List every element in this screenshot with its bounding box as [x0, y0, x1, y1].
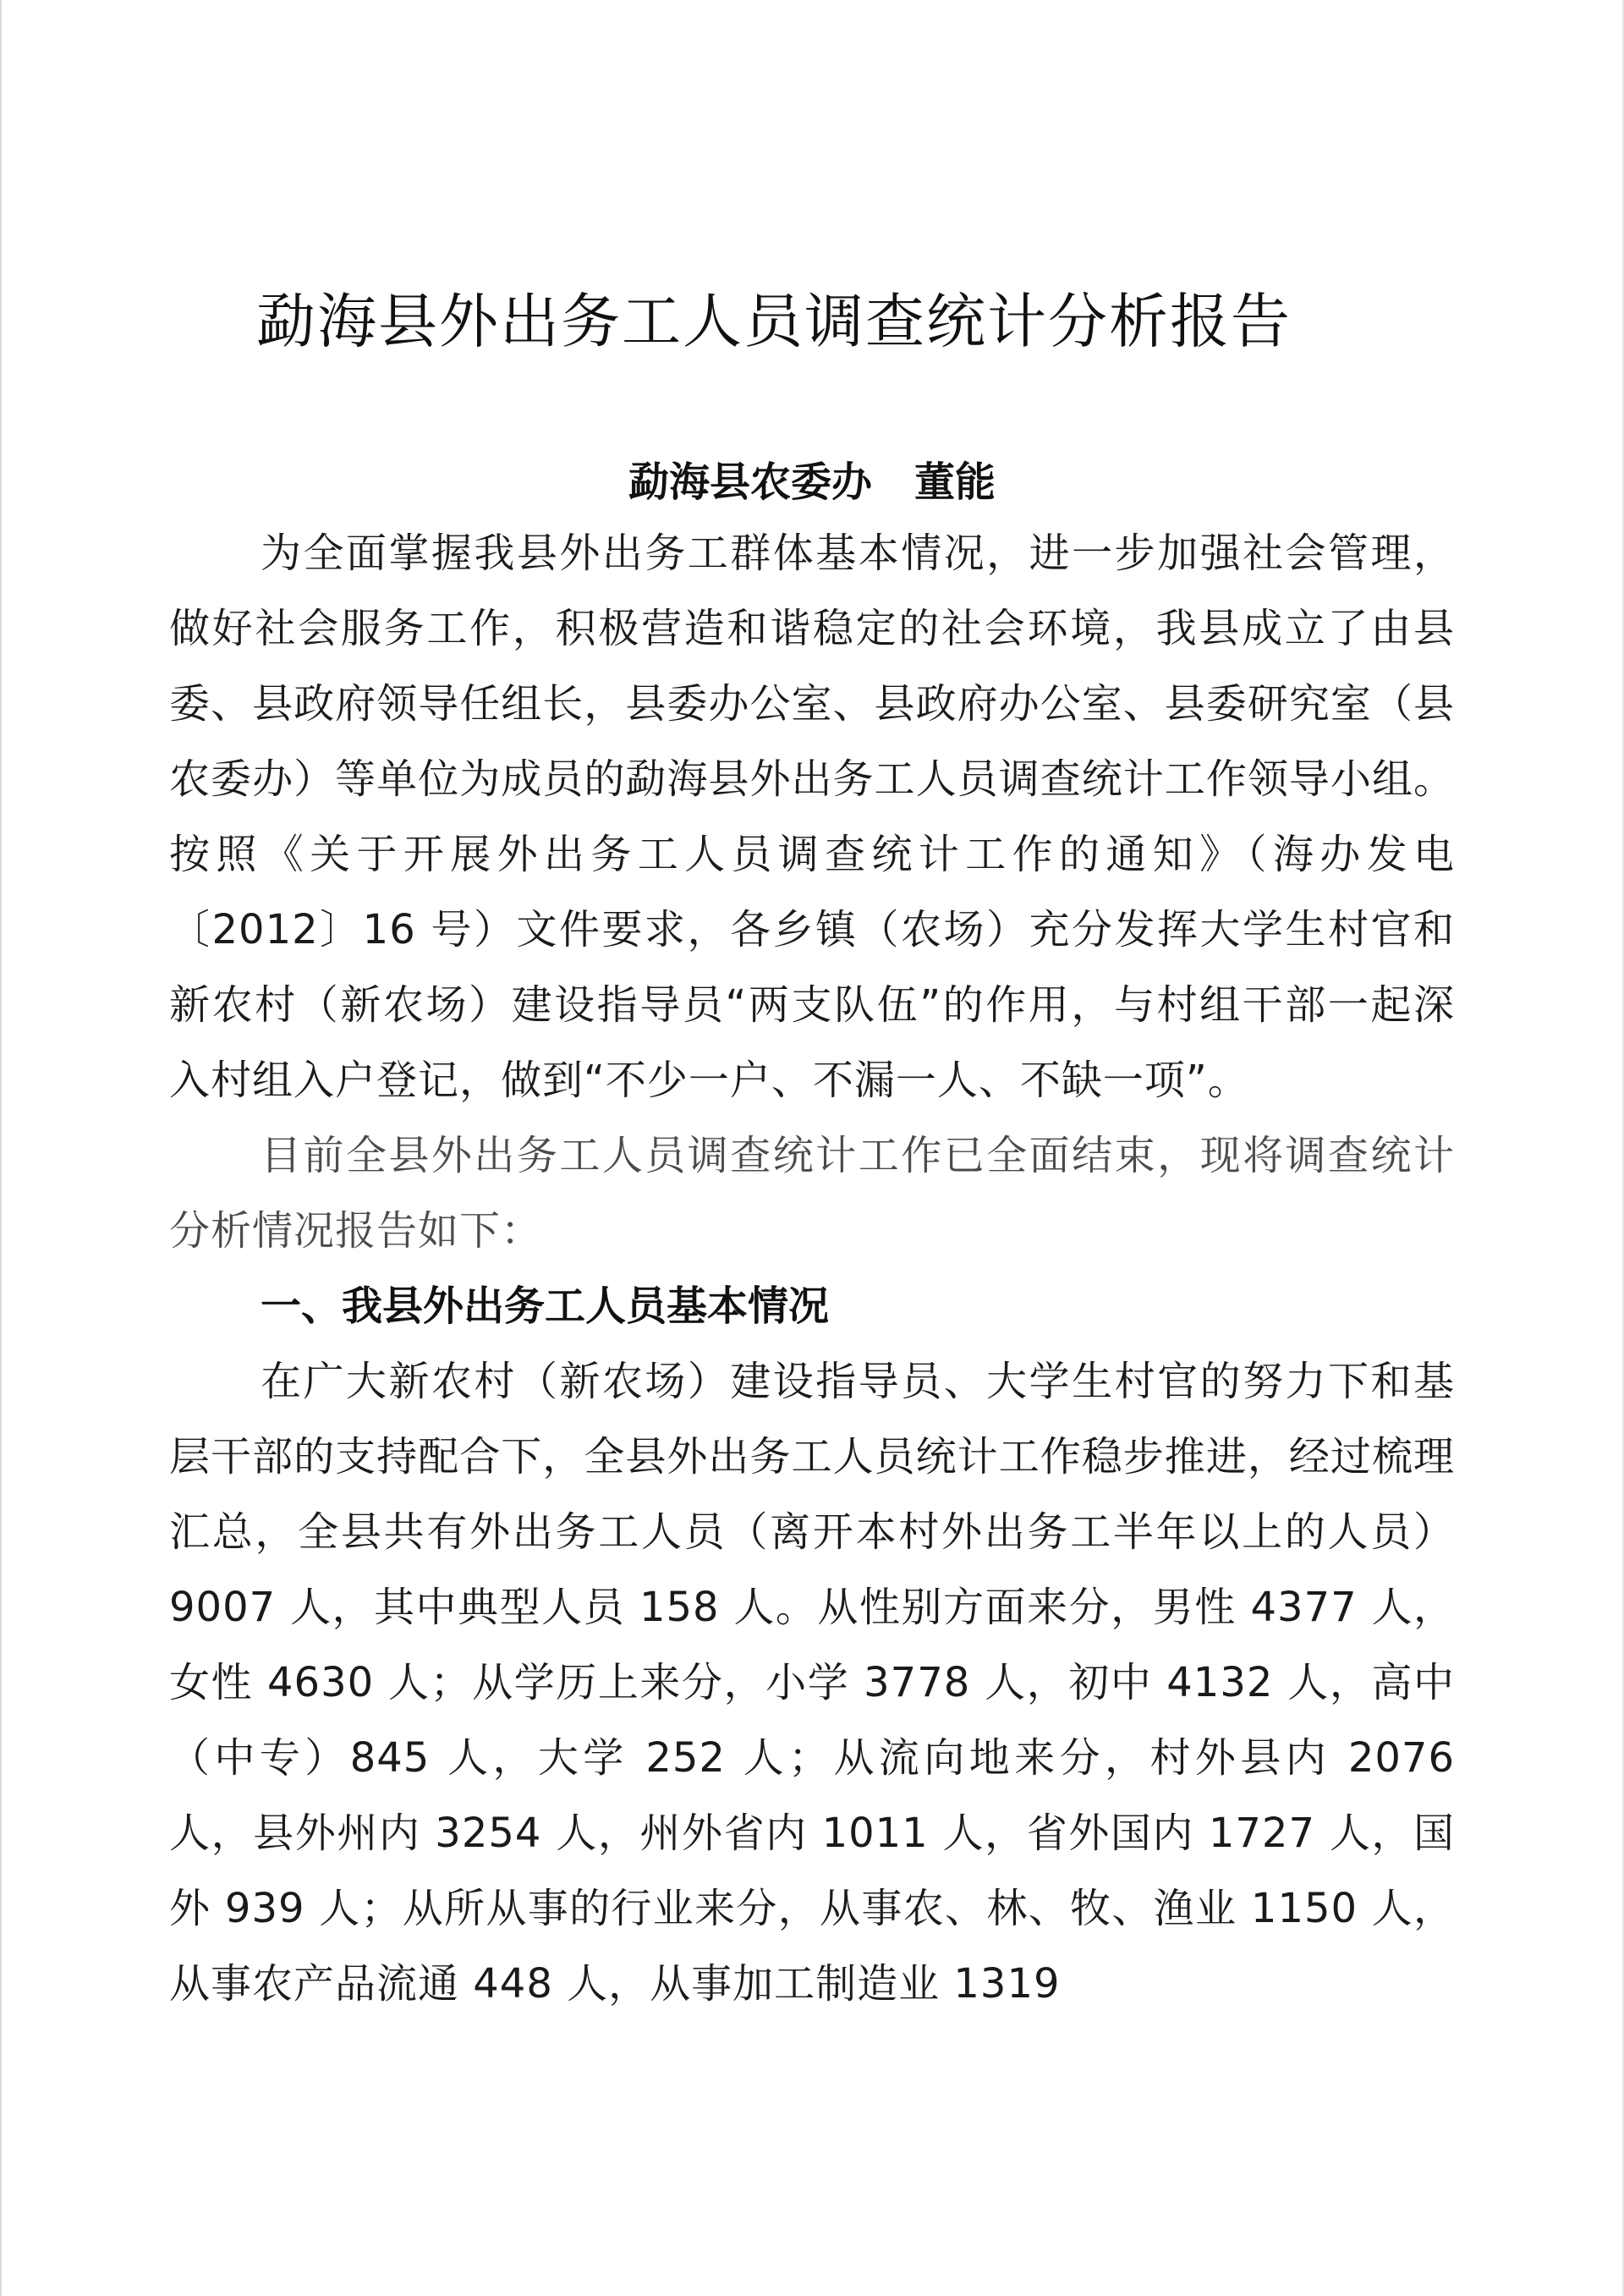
- intro-paragraph: 为全面掌握我县外出务工群体基本情况，进一步加强社会管理，做好社会服务工作，积极营造和谐稳定的社会环境，我县成立了由县委、县政府领导任组长，县委办公室、县政府办公室、县委研究室（县农委办）等单位为成员的勐海县外出务工人员调查统计工作领导小组。按照《关于开展外出务工人员调查统计工作的通知》（海办发电〔2012〕16 号）文件要求，各乡镇（农场）充分发挥大学生村官和新农村（新农场）建设指导员“两支队伍”的作用，与村组干部一起深入村组入户登记，做到“不少一户、不漏一人、不缺一项”。: [169, 530, 1455, 1104]
- section-heading: 一、我县外出务工人员基本情况: [261, 1283, 830, 1330]
- author-name: 董能: [914, 459, 996, 506]
- page-edge-left: [0, 0, 2, 2296]
- section-paragraph: 在广大新农村（新农场）建设指导员、大学生村官的努力下和基层干部的支持配合下，全县外出务工人员统计工作稳步推进，经过梳理汇总，全县共有外出务工人员（离开本村外出务工半年以上的人员）9007 人，其中典型人员 158 人。从性别方面来分，男性 4377 人，女性 4630 人；从学历上来分，小学 3778 人，初中 4132 人，高中（中专）845 人，大学 252 人；从流向地来分，村外县内 2076 人，县外州内 3254 人，州外省内 1011 人，省外国内 1727 人，国外 939 人；从所从事的行业来分，从事农、林、牧、渔业 1150 人，从事农产品流通 448 人，从事加工制造业 1319: [169, 1358, 1455, 2008]
- author-org: 勐海县农委办: [628, 459, 872, 506]
- document-title: 勐海县外出务工人员调查统计分析报告: [256, 287, 1292, 356]
- document-body: [169, 279, 1455, 2022]
- summary-paragraph: 目前全县外出务工人员调查统计工作已全面结束，现将调查统计分析情况报告如下：: [169, 1132, 1455, 1255]
- author-line: [169, 448, 1455, 516]
